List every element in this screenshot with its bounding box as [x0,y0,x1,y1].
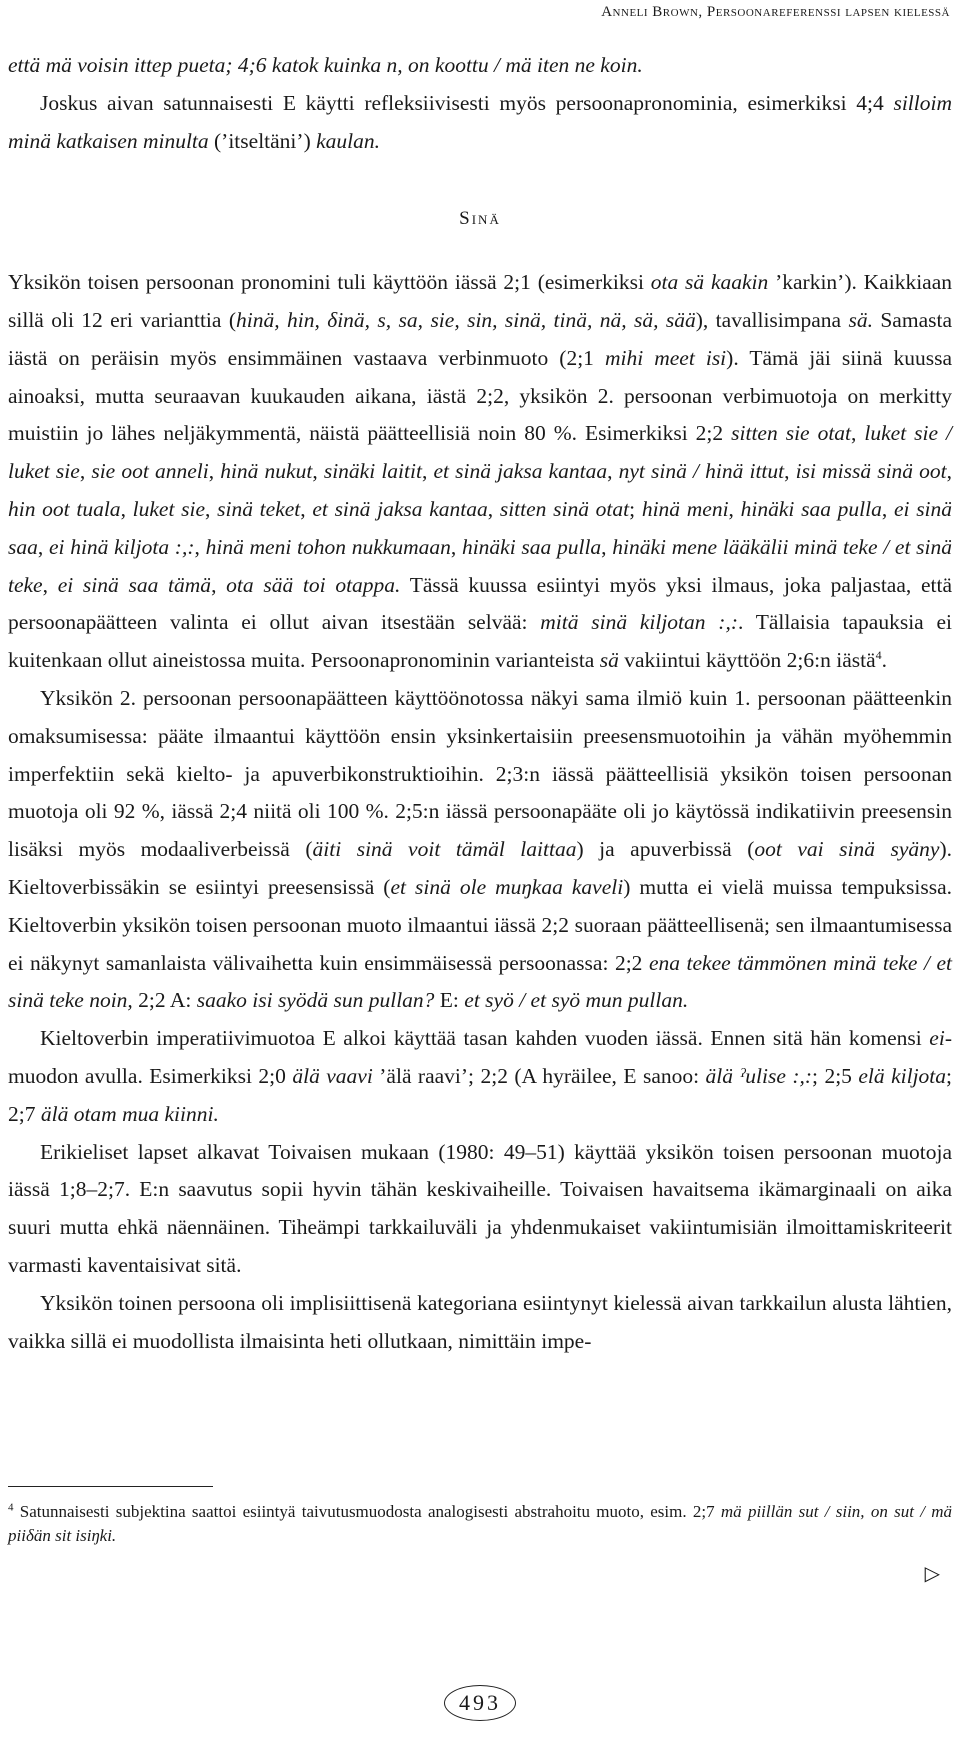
text-run: Joskus aivan satunnaisesti E käytti refleksiivisesti myös persoonapronominia, esimerkiksi 4;4 [40,90,894,115]
text-run: , [421,459,434,484]
text-run: vakiintui käyttöön 2;6:n iästä [618,648,876,673]
example-text: et sinä jaksa kantaa [312,496,488,521]
example-text: et syö / et syö mun pullan. [464,988,689,1013]
example-text: elä kiljota [858,1063,947,1088]
text-run: , [300,496,313,521]
example-text: silloim minä katkaisen minulta [8,90,952,153]
footnote-ref[interactable]: 4 [875,648,882,662]
text-run: Kieltoverbin imperatiivimuotoa E alkoi käyttää tasan kahden vuoden iässä. Ennen sitä hän komensi [40,1026,930,1051]
example-text: hinä meni [641,496,729,521]
section-heading: Sinä [459,208,501,230]
example-text: hinä meni tohon nukkumaan [205,534,451,559]
example-text: sä [599,648,619,673]
text-run: ’karkin’). Kaikkiaan sillä oli 12 eri varianttia ( [8,270,953,332]
example-text: sä. [848,307,873,332]
paragraph [8,264,952,680]
paragraph: Yksikön toinen persoona oli implisiittisenä kategoriana esiintynyt kielessä aivan tarkkailun alusta lähtien, vaikka sillä ei muodollista ilmaisinta heti ollutkaan, nimittäin impe- [8,1290,952,1353]
example-text: mitä sinä kiljotan :,: [540,610,738,635]
text-run: , [601,534,613,559]
example-text: hinäki saa pulla [740,496,882,521]
text-run: ), tavallisimpana [695,307,849,332]
example-text: hinä, hin, δinä, s, sa, sie, sin, sinä, tinä, nä, sä, sää [235,307,696,332]
example-text: oot vai sinä syäny [754,837,940,862]
text-run: , [208,459,221,484]
text-run: , [120,496,133,521]
paragraph [8,85,952,161]
text-run: , [851,421,865,446]
example-text: ei sinä saa [8,496,953,559]
example-text: hin oot tuala [8,496,121,521]
text-run: (’itseltäni’) [208,128,317,153]
example-text: hinä nukut [220,459,313,484]
example-text: kaulan. [316,128,381,153]
example-text: älä otam mua kiinni. [40,1101,219,1126]
example-text: hinäki saa pulla [461,534,602,559]
footnote-text: Satunnaisesti subjektina saattoi esiintyä taivutusmuodosta analogisesti abstrahoitu muoto, esim. 2;7 [13,1502,721,1521]
page-number: 493 [444,1685,516,1721]
example-text: sinäki laitit [323,459,422,484]
text-run: , [450,534,462,559]
example-text: sitten sinä otat [499,496,630,521]
example-text: sinä teket [217,496,301,521]
running-header: Anneli Brown, Persoonareferenssi lapsen kielessä [601,4,950,20]
example-text: luket sie [132,496,206,521]
text-run: Yksikön 2. persoonan persoonapäätteen käyttöönotossa näkyi sama ilmiö kuin 1. persoonan päätteenkin omaksumisessa: pääte ilmaantui käyttöön ensin yksinkertaisiin preesensmuotoihin ja vähän myöhemmin imperfektiin sekä kielto- ja apuverbikonstruktioihin. 2;3:n iässä päätteellisiä yksikön toisen persoonan muotoja oli 92 %, iässä 2;4 niitä oli 100 %. 2;5:n iässä persoonapääte oli jo käytössä indikatiivin preesensin lisäksi myös modaaliverbeissä ( [8,685,952,862]
text-run: , [784,459,796,484]
example-text: että mä voisin ittep pueta; 4;6 katok kuinka n, on koottu / mä iten ne koin. [8,53,643,77]
text-run: -muodon avulla. Esimerkiksi 2;0 [8,1026,952,1088]
text-run: , [37,534,49,559]
text-run: ; 2;5 [812,1063,859,1088]
text-run: ) mutta ei vielä muissa tempuksissa. Kieltoverbin yksikön toisen persoonan muoto ilmaantui iässä 2;2 suoraan päätteellisenä; sen ilmaantumisessa ei näkynyt samanlaista välivaihetta kuin ensimmäisessä persoonassa: 2;2 [8,874,952,975]
text-run: Yksikön toisen persoonan pronomini tuli käyttöön iässä 2;1 (esimerkiksi [8,270,651,295]
text-run: ) ja apuverbissä ( [576,837,755,862]
text-run: Tässä kuussa esiintyi myös yksi ilmaus, joka paljastaa, että persoonapäätteen valinta ei ollut aivan itsestään selvää: [8,572,953,635]
text-run: , [79,459,92,484]
example-text: älä ˀulise :,: [705,1063,813,1088]
triangle-right-icon[interactable]: ▷ [924,1563,940,1585]
text-run: , [312,459,324,484]
footnote-number: 4 [8,1501,14,1514]
paragraph-continuation [8,47,952,85]
example-text: ei sinä saa tämä [57,572,212,597]
example-text: luket sie / luket sie [8,421,952,484]
example-text: ei [929,1026,945,1051]
example-text: saako isi syödä sun pullan? [196,988,435,1013]
text-run: , [194,534,206,559]
footnote [8,1500,952,1548]
example-text: äiti sinä voit tämäl laittaa [312,837,577,862]
text-run: ). Kieltoverbissäkin se esiintyi preesensissä ( [8,837,952,899]
text-run: 2;2 A: [132,988,197,1013]
example-text: et sinä ole muŋkaa kaveli [390,874,624,899]
example-text: isi missä sinä oot [795,459,947,484]
text-run: Samasta iästä on peräisin myös ensimmäinen vastaava verbinmuoto (2;1 [8,307,952,370]
footnote-divider [8,1486,213,1487]
text-run: , [607,459,619,484]
example-text: mihi meet isi [604,345,727,370]
text-run: . Tällaisia tapauksia ei kuitenkaan ollut aineistossa muita. Persoonapronominin varianteista [8,610,952,673]
paragraph: Erikieliset lapset alkavat Toivaisen mukaan (1980: 49–51) käyttää yksikön toisen persoonan muotoja iässä 1;8–2;7. E:n saavutus sopii hyvin tähän keskivaiheille. Toivaisen havaitsema ikämarginaali on aika suuri mutta ehkä näennäinen. Tiheämpi tarkkailuväli ja yhdenmukaiset vakiintumisiän ilmoittamiskriteerit varmasti kaventaisivat sitä. [8,1139,952,1277]
example-text: ei hinä kiljota :,: [48,534,195,559]
example-text: nyt sinä / hinä ittut [618,459,785,484]
text-run: . [881,648,888,673]
example-text: hinäki mene lääkälii minä teke / et sinä teke [8,534,952,597]
text-run: , [728,496,741,521]
example-text: ota sä kaakin [650,270,769,295]
text-run: , [487,496,500,521]
text-run: , [42,572,58,597]
footnote-example: mä piillän sut / siin, on sut / mä piiδän sit isiŋki. [8,1502,952,1545]
text-run: ; 2;7 [8,1063,953,1126]
example-text: sitten sie otat [731,421,852,446]
example-text: sie oot anneli [91,459,209,484]
example-text: ena tekee tämmönen minä teke / et sinä teke noin, [8,950,952,1013]
text-run: , [205,496,218,521]
text-run: , [211,572,227,597]
text-run: , [881,496,894,521]
example-text: et sinä jaksa kantaa [433,459,608,484]
example-text: ota sää toi otappa. [226,572,401,597]
text-run: ; [629,496,642,521]
text-run: ’älä raavi’; 2;2 (A hyräilee, E sanoo: [372,1063,706,1088]
text-run: E: [434,988,465,1013]
text-run: , [946,459,953,484]
main-text [8,47,952,1360]
paragraph [8,1020,952,1133]
paragraph [8,680,952,1020]
text-run: ). Tämä jäi siinä kuussa ainoaksi, mutta seuraavan kuukauden aikana, iästä 2;2, yksikön 2. persoonan verbimuotoja on merkitty muistiin jo lähes neljäkymmentä, näistä päätteellisiä noin 80 %. Esimerkiksi 2;2 [8,345,952,446]
example-text: älä vaavi [292,1063,373,1088]
